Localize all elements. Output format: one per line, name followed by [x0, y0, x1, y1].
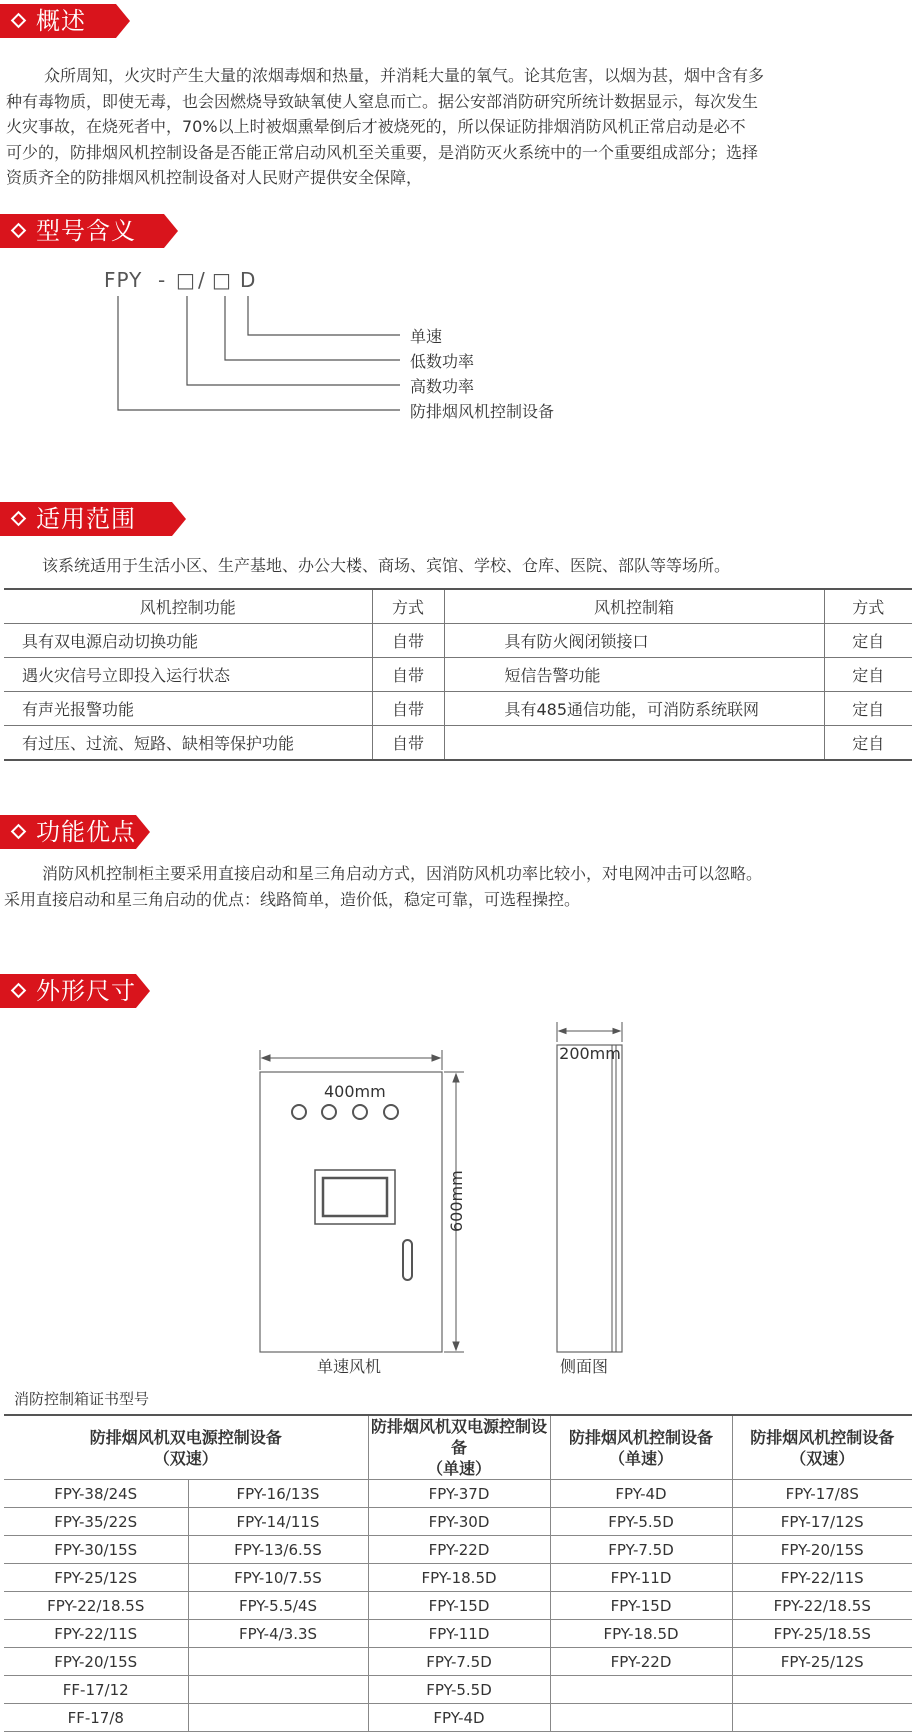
legend-low-power: 低数功率	[410, 352, 475, 371]
table-row: FPY-22/18.5S FPY-5.5/4S FPY-15D FPY-15D FPY-22/18.5S	[4, 1592, 912, 1620]
side-view-caption: 侧面图	[560, 1357, 609, 1376]
table-row: FPY-35/22S FPY-14/11S FPY-30D FPY-5.5D FPY-17/12S	[4, 1508, 912, 1536]
width-label: 400mm	[324, 1082, 386, 1101]
table-row: FPY-30/15S FPY-13/6.5S FPY-22D FPY-7.5D FPY-20/15S	[4, 1536, 912, 1564]
table-row: FPY-25/12S FPY-10/7.5S FPY-18.5D FPY-11D FPY-22/11S	[4, 1564, 912, 1592]
table-row: FF-17/12 FPY-5.5D	[4, 1676, 912, 1704]
model-prefix: FPY	[104, 268, 143, 292]
model-box-low: □	[212, 268, 231, 292]
section-header-scope	[0, 502, 186, 536]
cert-table	[4, 1414, 912, 1732]
legend-device: 防排烟风机控制设备	[410, 402, 555, 421]
table-row: FPY-20/15S FPY-7.5D FPY-22D FPY-25/12S	[4, 1648, 912, 1676]
model-dash: -	[158, 268, 166, 292]
overview-paragraph: 众所周知，火灾时产生大量的浓烟毒烟和热量，并消耗大量的氧气。论其危害，以烟为甚，烟中含有多 种有毒物质，即使无毒，也会因燃烧导致缺氧使人窒息而亡。据公安部消防研究所统计数据显示，每次发生 火灾事故，在烧死者中，70%以上时被烟熏晕倒后才被烧死的，所以保证防排烟消防风机正常启动是必不 可少的，防排烟风机控制设备是否能正常启动风机至关重要，是消防灭火系统中的一个重要组成部分；选择 资质齐全的防排烟风机控制设备对人民财产提供安全保障，	[6, 66, 765, 187]
scope-text: 该系统适用于生活小区、生产基地、办公大楼、商场、宾馆、学校、仓库、医院、部队等等场所。	[42, 556, 731, 575]
section-header-dimensions	[0, 974, 150, 1008]
table-header-row: 风机控制功能 方式 风机控制箱 方式	[4, 589, 912, 624]
section-title: 适用范围	[36, 505, 136, 533]
section-header-features	[0, 815, 150, 849]
depth-label: 200mm	[559, 1044, 621, 1063]
table-header-row: 防排烟风机双电源控制设备 （双速） 防排烟风机双电源控制设备 （单速） 防排烟风机控制设备 （单速） 防排烟风机控制设备 （双速）	[4, 1415, 912, 1480]
legend-high-power: 高数功率	[410, 377, 475, 396]
front-view-caption: 单速风机	[317, 1357, 382, 1376]
section-title: 型号含义	[36, 217, 136, 245]
cert-title: 消防控制箱证书型号	[14, 1390, 150, 1408]
features-paragraph: 消防风机控制柜主要采用直接启动和星三角启动方式，因消防风机功率比较小，对电网冲击可以忽略。 采用直接启动和星三角启动的优点：线路简单，造价低，稳定可靠，可选程操控。	[4, 864, 763, 909]
table-row: 遇火灾信号立即投入运行状态 自带 短信告警功能 定自	[4, 658, 912, 692]
legend-single-speed: 单速	[410, 327, 443, 346]
scope-table	[4, 588, 912, 761]
table-row: FPY-38/24S FPY-16/13S FPY-37D FPY-4D FPY-17/8S	[4, 1480, 912, 1508]
table-row: FPY-22/11S FPY-4/3.3S FPY-11D FPY-18.5D FPY-25/18.5S	[4, 1620, 912, 1648]
model-d: D	[240, 268, 256, 292]
section-title: 概述	[36, 7, 86, 35]
table-row: FF-17/8 FPY-4D	[4, 1704, 912, 1732]
table-row: 有声光报警功能 自带 具有485通信功能，可消防系统联网 定自	[4, 692, 912, 726]
table-row: 具有双电源启动切换功能 自带 具有防火阀闭锁接口 定自	[4, 624, 912, 658]
model-box-high: □	[176, 268, 195, 292]
model-slash: /	[198, 268, 205, 292]
section-title: 功能优点	[36, 818, 136, 846]
table-row: 有过压、过流、短路、缺相等保护功能 自带 定自	[4, 726, 912, 761]
section-title: 外形尺寸	[36, 977, 136, 1005]
height-label: 600mm	[447, 1170, 466, 1232]
